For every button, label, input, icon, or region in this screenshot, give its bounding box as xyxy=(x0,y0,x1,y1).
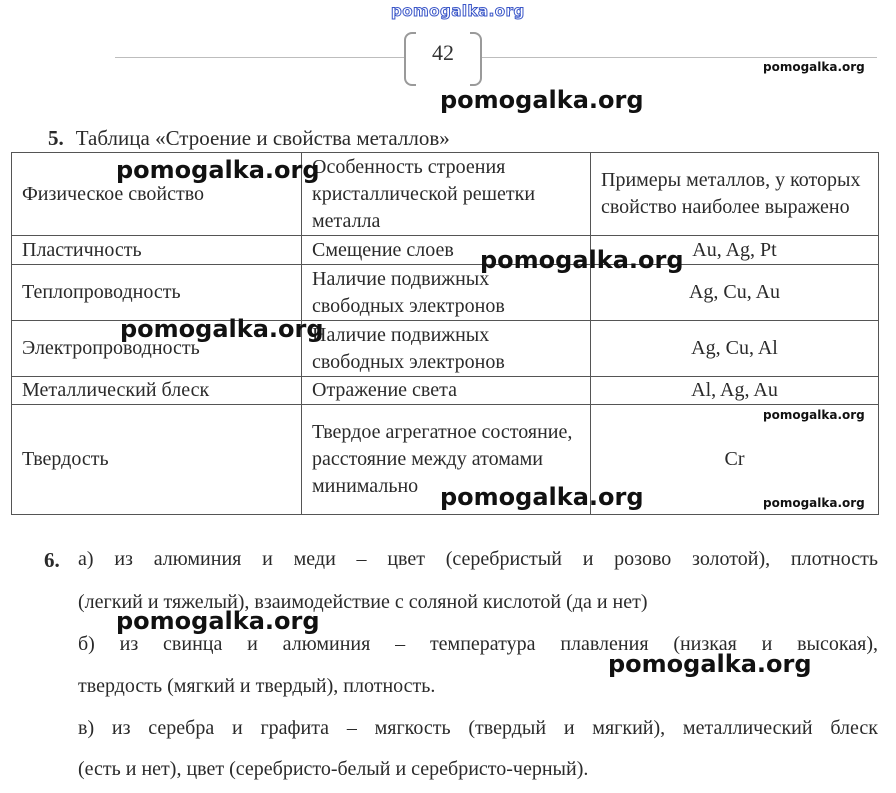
task6-line-c2: (есть и нет), цвет (серебристо-белый и серебристо-черный). xyxy=(78,758,589,780)
table-row xyxy=(12,236,879,265)
table-row xyxy=(12,377,879,405)
task6-number: 6. xyxy=(44,548,60,572)
header-property: Физическое свойство xyxy=(12,153,302,236)
task6-line-a1: а) из алюминия и меди – цвет (серебристый и розово золотой), плотность xyxy=(78,548,878,570)
watermark: pomogalka.org xyxy=(480,246,684,274)
watermark: pomogalka.org xyxy=(440,86,644,114)
cell-property: Металлический блеск xyxy=(12,377,302,405)
cell-structure: Смещение слоев xyxy=(302,236,591,265)
task6-line-b1: б) из свинца и алюминия – температура плавления (низкая и высокая), xyxy=(78,633,878,655)
cell-examples: Cr xyxy=(591,405,879,515)
task5-heading xyxy=(48,126,450,151)
cell-property: Пластичность xyxy=(12,236,302,265)
cell-structure: Наличие подвижных свободных электронов xyxy=(302,265,591,321)
header-structure: Особенность строения кристаллической решетки металла xyxy=(302,153,591,236)
watermark: pomogalka.org xyxy=(116,607,320,635)
cell-property: Твердость xyxy=(12,405,302,515)
watermark: pomogalka.org xyxy=(120,315,324,343)
header-examples: Примеры металлов, у которых свойство наиболее выражено xyxy=(591,153,879,236)
cell-structure: Наличие подвижных свободных электронов xyxy=(302,321,591,377)
page-number: 42 xyxy=(432,40,454,65)
watermark: pomogalka.org xyxy=(608,650,812,678)
page-number-box xyxy=(404,32,482,84)
cell-structure: Твердое агрегатное состояние, расстояние между атомами минимально xyxy=(302,405,591,515)
watermark: pomogalka.org xyxy=(763,496,865,510)
cell-structure: Отражение света xyxy=(302,377,591,405)
table-row xyxy=(12,265,879,321)
cell-examples: Ag, Cu, Al xyxy=(591,321,879,377)
task6-line-c1: в) из серебра и графита – мягкость (твердый и мягкий), металлический блеск xyxy=(78,717,878,739)
header-rule-left xyxy=(115,57,404,58)
cell-examples: Ag, Cu, Au xyxy=(591,265,879,321)
cell-examples: Au, Ag, Pt xyxy=(591,236,879,265)
task5-title: Таблица «Строение и свойства металлов» xyxy=(75,126,450,150)
cell-examples: Al, Ag, Au xyxy=(591,377,879,405)
top-watermark: pomogalka.org xyxy=(391,2,525,20)
watermark: pomogalka.org xyxy=(763,60,865,74)
header-rule-right xyxy=(482,57,877,58)
watermark: pomogalka.org xyxy=(440,483,644,511)
task5-number: 5. xyxy=(48,126,64,150)
task6-line-a2: (легкий и тяжелый), взаимодействие с соляной кислотой (да и нет) xyxy=(78,591,648,613)
cell-property: Электропроводность xyxy=(12,321,302,377)
watermark: pomogalka.org xyxy=(116,156,320,184)
cell-property: Теплопроводность xyxy=(12,265,302,321)
watermark: pomogalka.org xyxy=(763,408,865,422)
task6-line-b2: твердость (мягкий и твердый), плотность. xyxy=(78,675,436,697)
